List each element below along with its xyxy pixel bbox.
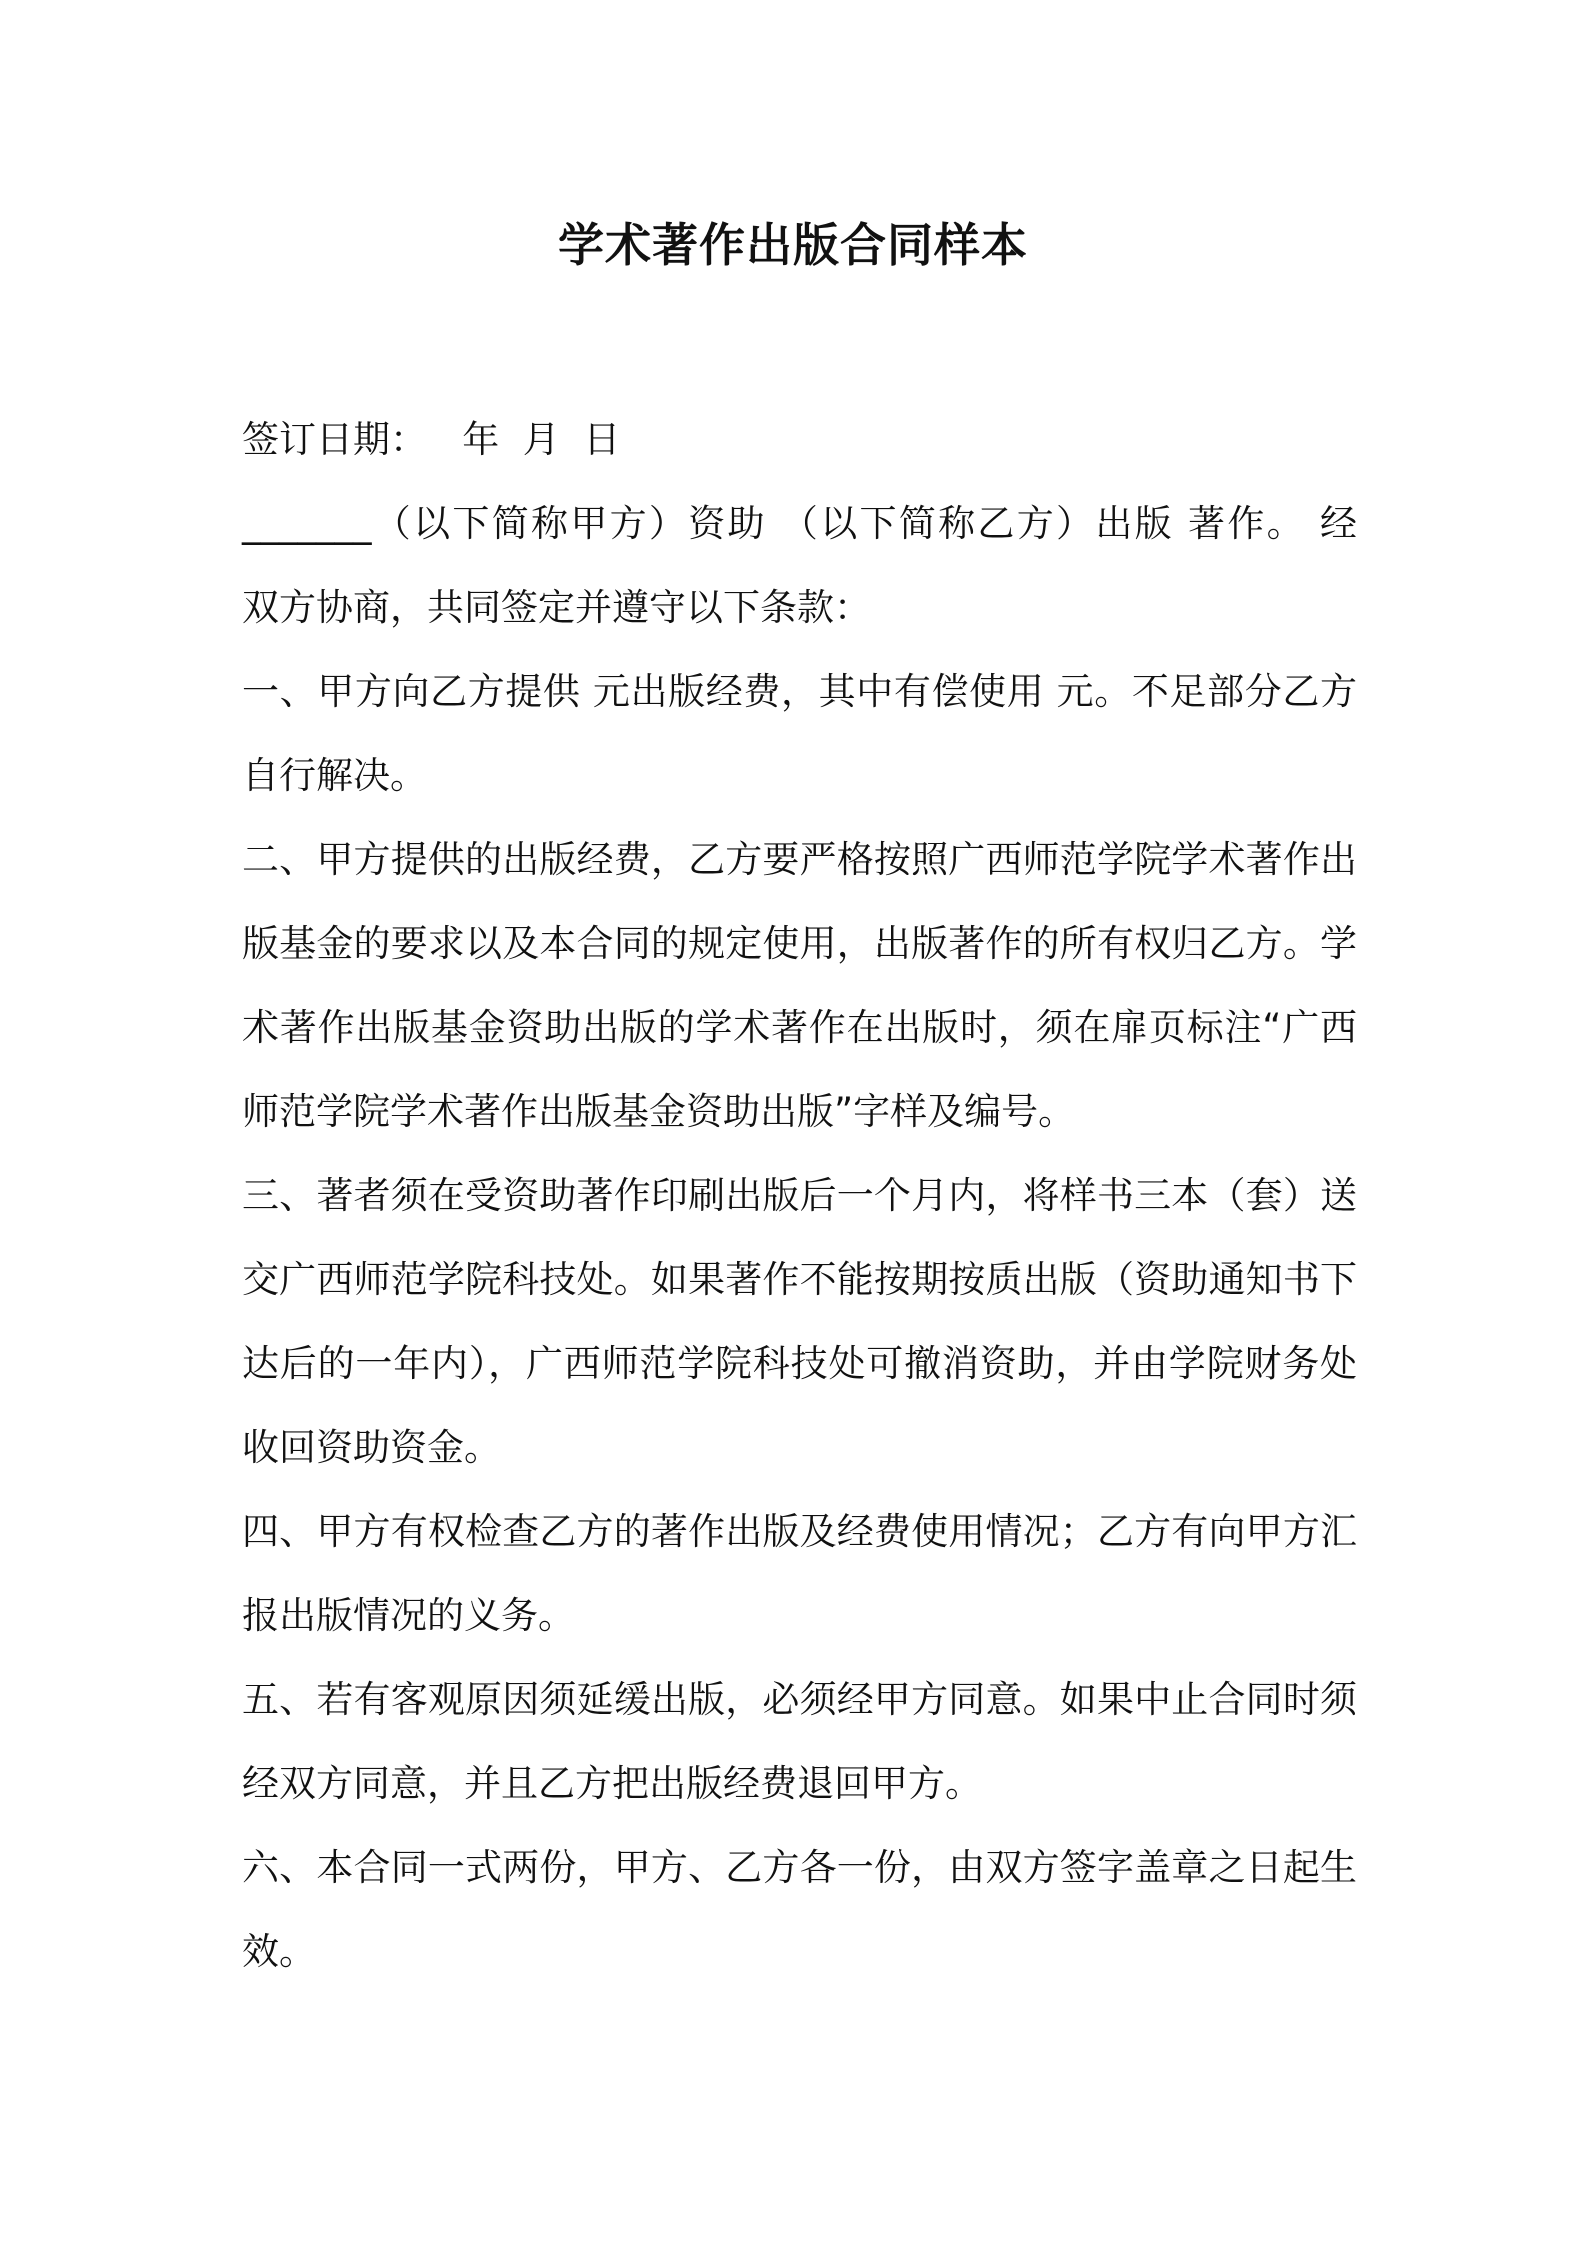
text-line: 三、著者须在受资助著作印刷出版后一个月内，将样书三本（套）送 (242, 1174, 1357, 1217)
text-line: 五、若有客观原因须延缓出版，必须经甲方同意。如果中止合同时须 (242, 1678, 1357, 1721)
text-line: 双方协商，共同签定并遵守以下条款： (242, 586, 871, 629)
text-line: 二、甲方提供的出版经费，乙方要严格按照广西师范学院学术著作出 (242, 838, 1357, 881)
clause-6 (242, 1826, 1357, 1994)
text-line: 自行解决。 (242, 754, 427, 797)
text-line: 交广西师范学院科技处。如果著作不能按期按质出版（资助通知书下 (242, 1258, 1357, 1301)
text-line: 一、甲方向乙方提供 元出版经费，其中有偿使用 元。不足部分乙方 (242, 670, 1357, 713)
text-line: 术著作出版基金资助出版的学术著作在出版时，须在扉页标注“广西 (242, 1006, 1357, 1049)
text-line: _______（以下简称甲方）资助 （以下简称乙方）出版 著作。 经 (242, 502, 1357, 545)
text-line: 六、本合同一式两份，甲方、乙方各一份，由双方签字盖章之日起生 (242, 1846, 1357, 1889)
clause-1 (242, 650, 1357, 818)
clause-3 (242, 1154, 1357, 1490)
text-line: 版基金的要求以及本合同的规定使用，出版著作的所有权归乙方。学 (242, 922, 1357, 965)
text-line: 报出版情况的义务。 (242, 1594, 575, 1637)
text-line: 达后的一年内），广西师范学院科技处可撤消资助，并由学院财务处 (242, 1342, 1357, 1385)
text-line: 师范学院学术著作出版基金资助出版”字样及编号。 (242, 1090, 1076, 1133)
document-body (242, 398, 1357, 1994)
clause-5 (242, 1658, 1357, 1826)
text-line: 四、甲方有权检查乙方的著作出版及经费使用情况；乙方有向甲方汇 (242, 1510, 1357, 1553)
paragraph-preamble (242, 482, 1357, 650)
text-line: 收回资助资金。 (242, 1426, 501, 1469)
clause-4 (242, 1490, 1357, 1658)
text-line: 经双方同意，并且乙方把出版经费退回甲方。 (242, 1762, 982, 1805)
clause-2 (242, 818, 1357, 1154)
text-line: 效。 (242, 1930, 316, 1973)
signing-date-line: 签订日期： 年 月 日 (242, 418, 621, 461)
document-title: 学术著作出版合同样本 (558, 218, 1028, 272)
